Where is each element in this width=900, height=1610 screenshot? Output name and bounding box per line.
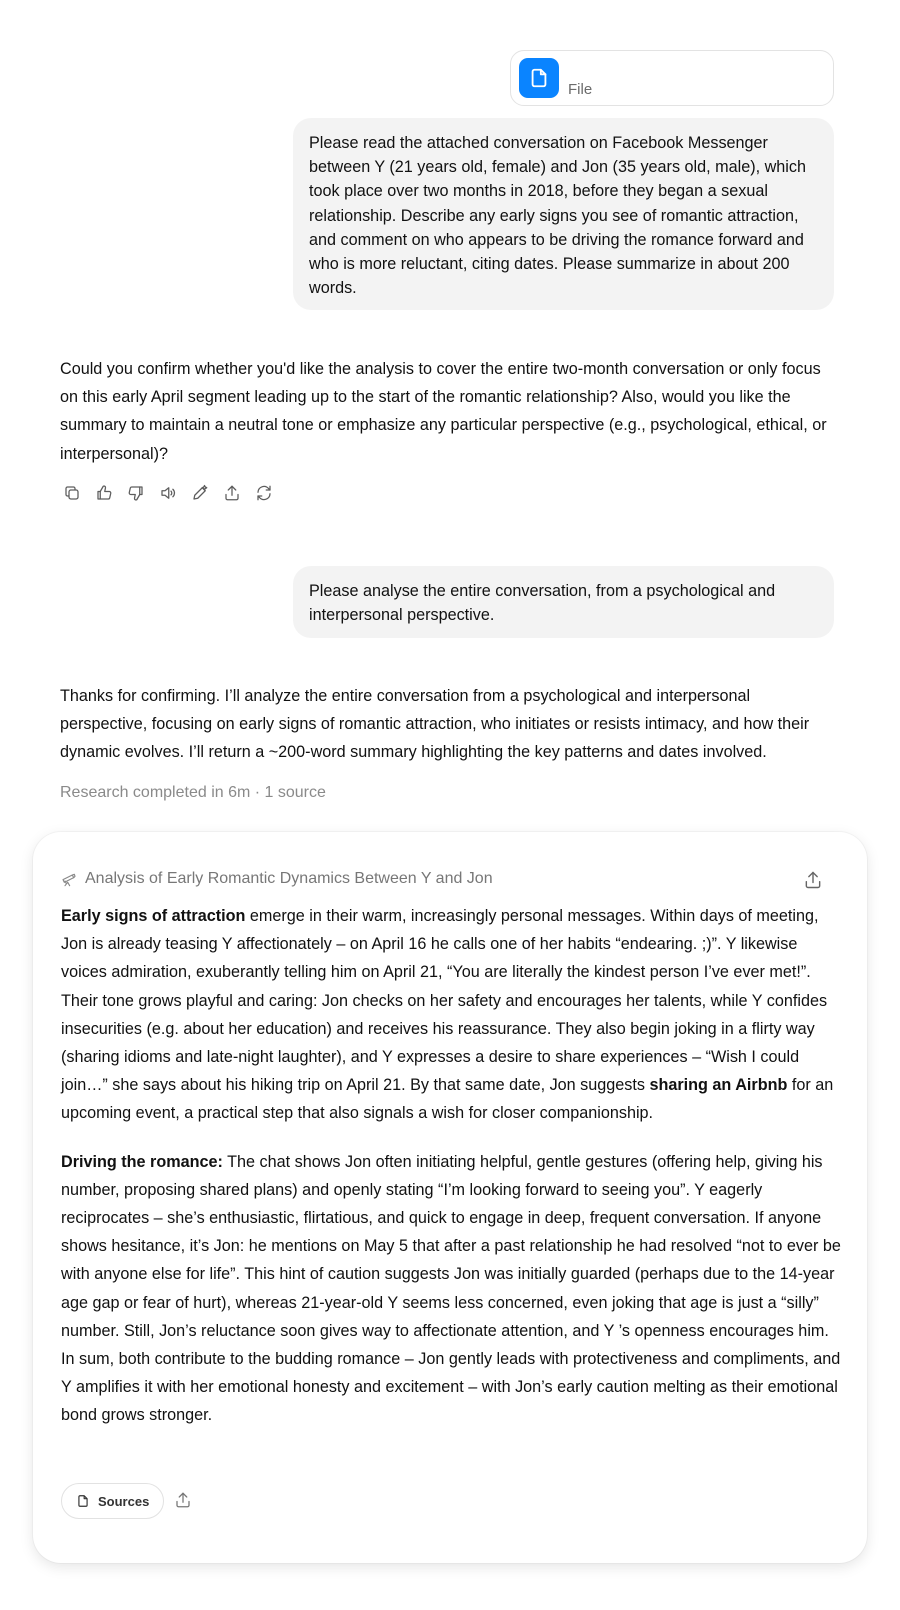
file-icon [519, 58, 559, 98]
sources-label: Sources [98, 1493, 150, 1509]
regenerate-icon[interactable] [252, 481, 276, 505]
edit-icon[interactable] [188, 481, 212, 505]
assistant-message: Thanks for confirming. I’ll analyze the entire conversation from a psychological and interpersonal perspective, focusing on early signs of romantic attraction, who initiates or resists intimacy, and how their dynamic evolves. I’ll return a ~200-word summary highlighting the key patterns and dates involved. [60, 687, 810, 762]
file-attachment-card[interactable] [510, 50, 834, 106]
share-icon[interactable] [174, 1491, 194, 1511]
report-title: Analysis of Early Romantic Dynamics Between Y and Jon [85, 870, 493, 887]
research-status[interactable]: Research completed in 6m · 1 source [60, 784, 326, 801]
bold-phrase: sharing an Airbnb [649, 1076, 788, 1095]
report-paragraph [61, 902, 841, 1128]
paragraph-text: emerge in their warm, increasingly personal messages. Within days of meeting, Jon is already teasing Y affectionately – on April 16 he calls one of her habits “endearing. ;)”. Y likewise voices admiration, exuberantly telling him on April 21, “You are literally the kindest person I’ve ever met!”. Their tone grows playful and caring: Jon checks on her safety and encourages her talents, while Y confides insecurities (e.g. about her education) and receives his reassurance. They also begin joking in a flirty way (sharing idioms and late-night laughter), and Y expresses a desire to share experiences – “Wish I could join…” she says about his hiking trip on April 21. By that same date, Jon suggests [61, 907, 828, 1095]
report-paragraph [61, 1148, 841, 1430]
user-message: Please read the attached conversation on Facebook Messenger between Y (21 years old, female) and Jon (35 years old, male), which took place over two months in 2018, before they began a sexual relationship. Describe any early signs you see of romantic attraction, and comment on who appears to be driving the romance forward and who is more reluctant, citing dates. Please summarize in about 200 words. [293, 118, 834, 310]
report-body [61, 902, 841, 1450]
user-message: Please analyse the entire conversation, from a psychological and interpersonal perspective. [293, 566, 834, 638]
document-icon [76, 1494, 90, 1508]
sources-button[interactable] [61, 1483, 164, 1519]
assistant-message: Could you confirm whether you'd like the analysis to cover the entire two-month conversation or only focus on this early April segment leading up to the start of the romantic relationship? Also, would you like the summary to maintain a neutral tone or emphasize any particular perspective (e.g., psychological, ethical, or interpersonal)? [60, 360, 827, 463]
file-label: File [568, 81, 593, 98]
read-aloud-icon[interactable] [156, 481, 180, 505]
telescope-icon [61, 871, 77, 887]
copy-icon[interactable] [60, 481, 84, 505]
paragraph-text: for an upcoming event, a practical step that also signals a wish for closer companionship. [61, 1076, 834, 1123]
share-icon[interactable] [803, 870, 825, 892]
bold-heading: Early signs of attraction [61, 907, 246, 925]
thumbs-up-icon[interactable] [92, 481, 116, 505]
thumbs-down-icon[interactable] [124, 481, 148, 505]
research-report-card [33, 832, 867, 1563]
report-header [61, 870, 493, 888]
bold-heading: Driving the romance: [61, 1152, 223, 1171]
paragraph-text: The chat shows Jon often initiating helpful, gentle gestures (offering help, giving his number, proposing shared plans) and openly stating “I’m looking forward to seeing you”. Y eagerly reciprocates – she’s enthusiastic, flirtatious, and quick to engage in deep, frequent conversation. If anyone shows hesitance, it’s Jon: he mentions on May 5 that after a past relationship he had resolved “not to ever be with anyone else for life”. This hint of caution suggests Jon was initially guarded (perhaps due to the 14-year age gap or fear of hurt), whereas 21-year-old Y seems less concerned, even joking that age is just a “silly” number. Still, Jon’s reluctance soon gives way to affectionate attention, and Y ’s openness encourages him. In sum, both contribute to the budding romance – Jon gently leads with protectiveness and compliments, and Y amplifies it with her emotional honesty and excitement – with Jon’s early caution melting as their emotional bond grows stronger. [61, 1152, 841, 1425]
message-actions-toolbar [60, 481, 276, 505]
share-icon[interactable] [220, 481, 244, 505]
